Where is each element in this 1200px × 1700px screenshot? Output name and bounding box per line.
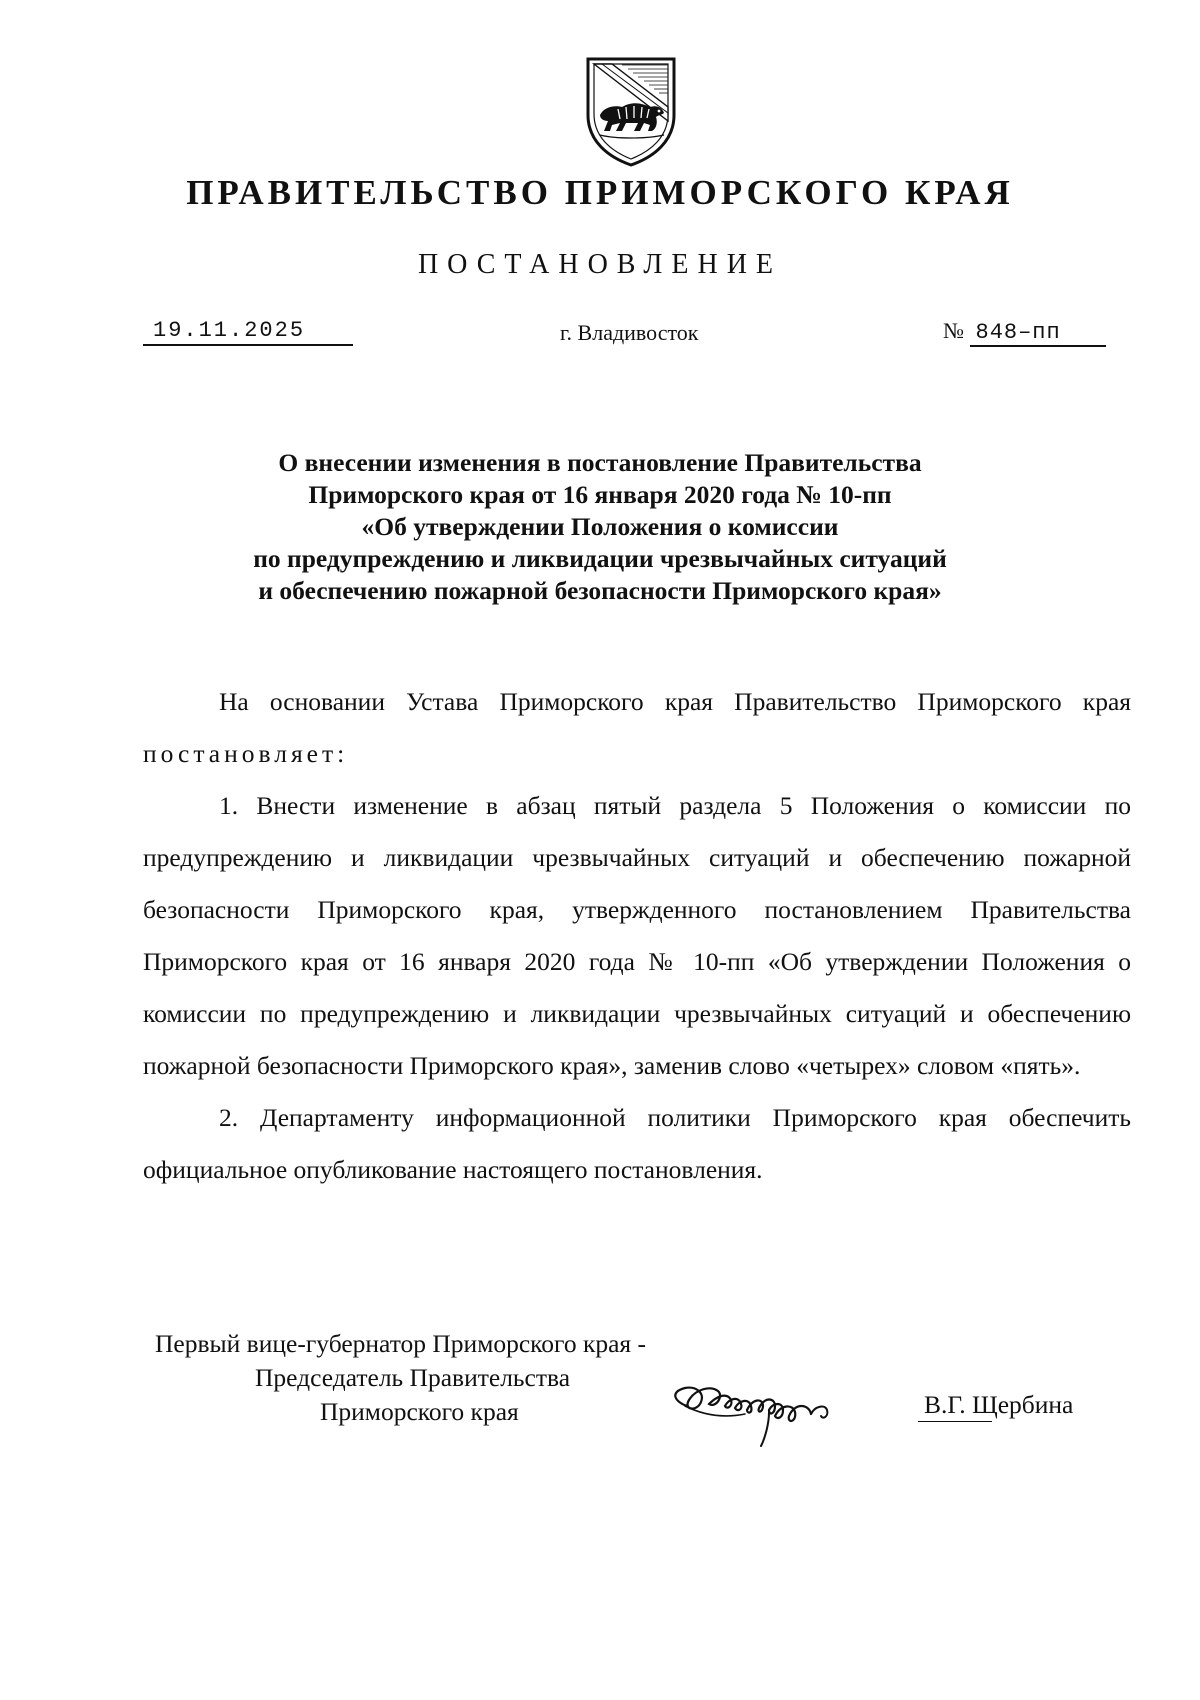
government-title: ПРАВИТЕЛЬСТВО ПРИМОРСКОГО КРАЯ	[186, 173, 1014, 212]
subject-line: «Об утверждении Положения о комиссии	[361, 512, 839, 541]
document-city: г. Владивосток	[560, 320, 699, 345]
preamble-text: На основании Устава Приморского края Правительство Приморского края	[219, 687, 1131, 716]
preamble-paragraph	[143, 676, 1131, 780]
position-line-2: Председатель Правительства	[255, 1363, 571, 1392]
number-value: 848–пп	[970, 320, 1106, 347]
item-2-paragraph: 2. Департаменту информационной политики Приморского края обеспечить официальное опубликование настоящего постановления.	[143, 1103, 1131, 1184]
position-line-1: Первый вице-губернатор Приморского края -	[155, 1329, 646, 1358]
handwritten-signature-icon	[665, 1362, 925, 1452]
document-subject	[170, 447, 1030, 607]
subject-line: Приморского края от 16 января 2020 года № 10-пп	[308, 480, 892, 509]
preamble-resolves: постановляет:	[143, 739, 349, 768]
coat-of-arms-icon	[582, 55, 680, 167]
subject-line: О внесении изменения в постановление Правительства	[278, 448, 922, 477]
subject-line: по предупреждению и ликвидации чрезвычайных ситуаций	[253, 544, 947, 573]
number-sign: №	[943, 318, 964, 343]
signatory-position	[155, 1327, 646, 1429]
subject-line: и обеспечению пожарной безопасности Приморского края»	[258, 576, 942, 605]
document-number	[943, 318, 1106, 347]
item-1-paragraph: 1. Внести изменение в абзац пятый раздела 5 Положения о комиссии по предупреждению и ликвидации чрезвычайных ситуаций и обеспечению пожарной безопасности Приморского края, утвержденного постановлением Правительства Приморского края от 16 января 2020 года № 10-пп «Об утверждении Положения о комиссии по предупреждению и ликвидации чрезвычайных ситуаций и обеспечению пожарной безопасности Приморского края», заменив слово «четырех» словом «пять».	[143, 791, 1131, 1080]
position-line-3: Приморского края	[320, 1397, 519, 1426]
document-body	[143, 676, 1131, 1196]
signer-underline	[918, 1421, 992, 1422]
signer-name: В.Г. Щербина	[924, 1390, 1074, 1419]
document-date: 19.11.2025	[143, 318, 353, 346]
document-type: ПОСТАНОВЛЕНИЕ	[417, 249, 783, 280]
